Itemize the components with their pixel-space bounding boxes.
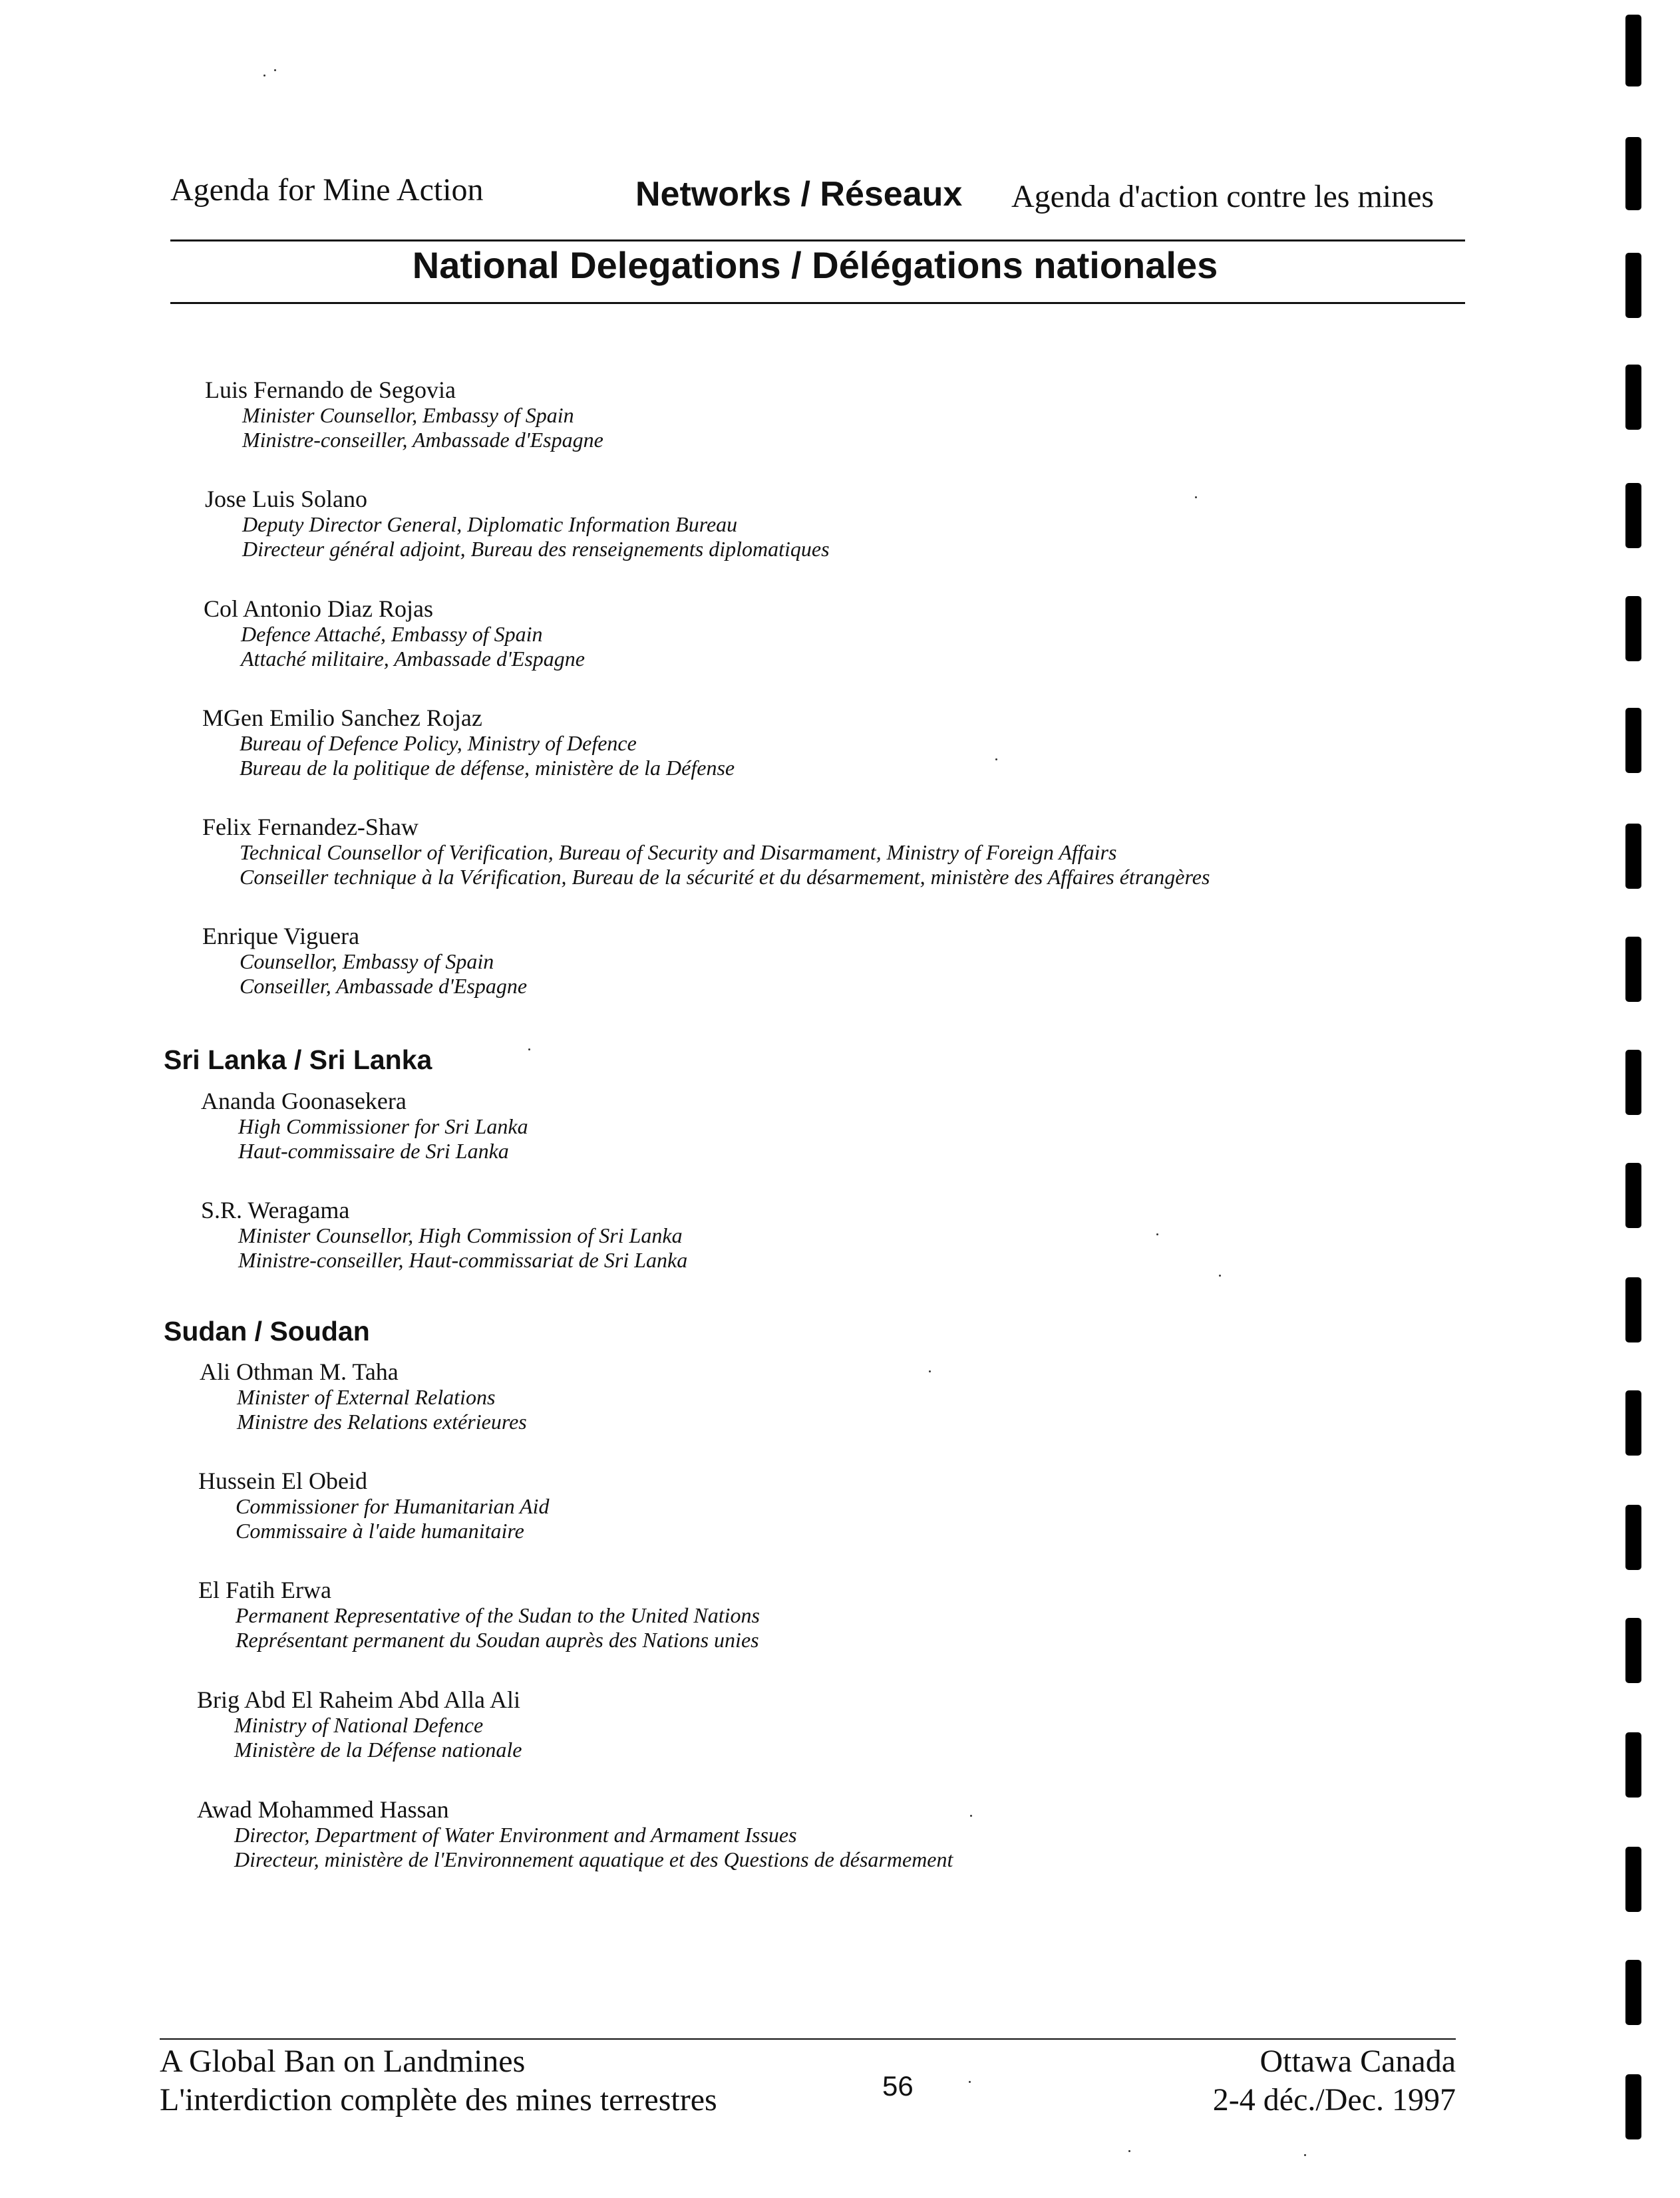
binding-mark bbox=[1625, 2074, 1641, 2139]
delegate-name: Luis Fernando de Segovia bbox=[205, 377, 456, 403]
header-rule-top bbox=[170, 239, 1465, 241]
delegate-role-en: Ministry of National Defence bbox=[234, 1713, 484, 1737]
delegate-entry bbox=[198, 1468, 549, 1543]
delegate-entry bbox=[201, 1197, 687, 1273]
delegate-entry bbox=[205, 486, 830, 561]
binding-mark bbox=[1625, 1847, 1641, 1912]
delegate-name: El Fatih Erwa bbox=[198, 1577, 331, 1603]
scan-speck bbox=[263, 75, 265, 77]
binding-mark bbox=[1625, 137, 1641, 210]
delegate-role-fr: Attaché militaire, Ambassade d'Espagne bbox=[241, 647, 585, 671]
scan-speck bbox=[528, 1048, 530, 1050]
country-heading-sri-lanka: Sri Lanka / Sri Lanka bbox=[164, 1044, 432, 1075]
footer-rule bbox=[160, 2038, 1456, 2040]
footer-right-line2: 2-4 déc./Dec. 1997 bbox=[1212, 2082, 1456, 2118]
delegate-role-en: Permanent Representative of the Sudan to the United Nations bbox=[236, 1603, 760, 1627]
section-title: National Delegations / Délégations nationales bbox=[412, 244, 1218, 286]
scan-speck bbox=[1195, 496, 1197, 498]
header-rule-bottom bbox=[170, 302, 1465, 304]
binding-mark bbox=[1625, 365, 1641, 430]
delegate-role-fr: Représentant permanent du Soudan auprès des Nations unies bbox=[236, 1628, 759, 1652]
delegate-name: Felix Fernandez-Shaw bbox=[202, 814, 419, 840]
scan-speck bbox=[995, 758, 997, 760]
footer-left-line2: L'interdiction complète des mines terrestres bbox=[160, 2082, 717, 2118]
scan-speck bbox=[1219, 1275, 1221, 1277]
delegate-role-en: Counsellor, Embassy of Spain bbox=[240, 949, 494, 973]
delegate-entry bbox=[200, 1358, 527, 1434]
delegate-name: S.R. Weragama bbox=[201, 1197, 350, 1223]
country-heading-sudan: Sudan / Soudan bbox=[164, 1316, 370, 1346]
delegate-role-en: Minister of External Relations bbox=[237, 1385, 496, 1409]
binding-mark bbox=[1625, 1390, 1641, 1456]
delegate-entry bbox=[202, 814, 1210, 889]
delegate-role-en: Technical Counsellor of Verification, Bureau of Security and Disarmament, Ministry of Foreign Affairs bbox=[240, 840, 1117, 864]
delegate-role-en: Defence Attaché, Embassy of Spain bbox=[241, 622, 543, 646]
delegate-role-en: Bureau of Defence Policy, Ministry of Defence bbox=[240, 731, 637, 755]
delegate-role-fr: Ministre-conseiller, Haut-commissariat de Sri Lanka bbox=[238, 1248, 688, 1272]
delegate-name: MGen Emilio Sanchez Rojaz bbox=[202, 705, 482, 731]
delegate-role-en: High Commissioner for Sri Lanka bbox=[238, 1114, 528, 1138]
scan-speck bbox=[970, 1815, 972, 1817]
delegate-role-fr: Ministère de la Défense nationale bbox=[234, 1738, 522, 1762]
scan-speck bbox=[274, 69, 276, 71]
binding-mark bbox=[1625, 824, 1641, 889]
page-number: 56 bbox=[882, 2070, 914, 2102]
binding-mark bbox=[1625, 708, 1641, 773]
delegate-name: Col Antonio Diaz Rojas bbox=[204, 595, 433, 622]
binding-mark bbox=[1625, 1163, 1641, 1228]
binding-mark bbox=[1625, 1277, 1641, 1342]
binding-mark bbox=[1625, 1960, 1641, 2025]
delegate-role-fr: Commissaire à l'aide humanitaire bbox=[236, 1519, 524, 1543]
delegate-role-fr: Haut-commissaire de Sri Lanka bbox=[238, 1139, 509, 1163]
header-left: Agenda for Mine Action bbox=[170, 172, 484, 208]
delegate-role-fr: Ministre des Relations extérieures bbox=[237, 1410, 527, 1434]
delegate-role-fr: Bureau de la politique de défense, ministère de la Défense bbox=[240, 756, 735, 780]
scan-speck bbox=[1304, 2154, 1306, 2156]
binding-mark bbox=[1625, 253, 1641, 318]
binding-mark bbox=[1625, 1050, 1641, 1115]
scan-speck bbox=[929, 1370, 931, 1372]
delegate-role-fr: Directeur, ministère de l'Environnement aquatique et des Questions de désarmement bbox=[234, 1847, 953, 1871]
delegate-role-fr: Directeur général adjoint, Bureau des renseignements diplomatiques bbox=[242, 537, 830, 561]
binding-mark bbox=[1625, 1732, 1641, 1798]
scan-speck bbox=[1156, 1233, 1158, 1235]
binding-mark bbox=[1625, 1618, 1641, 1683]
footer-right-line1: Ottawa Canada bbox=[1260, 2044, 1456, 2079]
delegate-entry bbox=[204, 595, 585, 671]
header-right: Agenda d'action contre les mines bbox=[1011, 179, 1434, 214]
binding-mark bbox=[1625, 483, 1641, 548]
binding-mark bbox=[1625, 15, 1641, 86]
delegate-role-fr: Conseiller, Ambassade d'Espagne bbox=[240, 974, 528, 998]
delegate-role-en: Director, Department of Water Environment and Armament Issues bbox=[234, 1823, 797, 1847]
delegate-entry bbox=[198, 1577, 760, 1652]
delegate-name: Jose Luis Solano bbox=[205, 486, 368, 512]
binding-mark bbox=[1625, 937, 1641, 1002]
delegate-role-en: Minister Counsellor, Embassy of Spain bbox=[242, 403, 574, 427]
delegate-name: Ananda Goonasekera bbox=[201, 1088, 407, 1114]
delegate-entry bbox=[202, 923, 527, 999]
delegate-role-en: Deputy Director General, Diplomatic Information Bureau bbox=[242, 512, 738, 536]
delegate-entry bbox=[197, 1796, 953, 1872]
delegate-name: Enrique Viguera bbox=[202, 923, 360, 949]
delegate-entry bbox=[202, 705, 735, 780]
delegate-role-fr: Conseiller technique à la Vérification, Bureau de la sécurité et du désarmement, ministère des Affaires étrangères bbox=[240, 865, 1210, 889]
delegate-name: Hussein El Obeid bbox=[198, 1468, 367, 1494]
delegate-name: Ali Othman M. Taha bbox=[200, 1358, 399, 1385]
delegate-name: Brig Abd El Raheim Abd Alla Ali bbox=[197, 1686, 520, 1713]
header-center: Networks / Réseaux bbox=[635, 175, 963, 214]
scan-speck bbox=[969, 2081, 971, 2083]
delegate-entry bbox=[197, 1686, 522, 1762]
delegate-role-en: Commissioner for Humanitarian Aid bbox=[236, 1494, 550, 1518]
footer-right bbox=[1213, 2042, 1456, 2120]
delegate-entry bbox=[201, 1088, 528, 1164]
scan-speck bbox=[1128, 2150, 1130, 2152]
delegate-role-fr: Ministre-conseiller, Ambassade d'Espagne bbox=[242, 428, 603, 452]
delegate-entry bbox=[205, 377, 603, 452]
footer-left bbox=[160, 2042, 717, 2120]
footer-left-line1: A Global Ban on Landmines bbox=[160, 2044, 526, 2079]
binding-mark bbox=[1625, 1505, 1641, 1570]
delegate-role-en: Minister Counsellor, High Commission of Sri Lanka bbox=[238, 1223, 683, 1247]
binding-mark bbox=[1625, 596, 1641, 661]
delegate-name: Awad Mohammed Hassan bbox=[197, 1796, 449, 1823]
